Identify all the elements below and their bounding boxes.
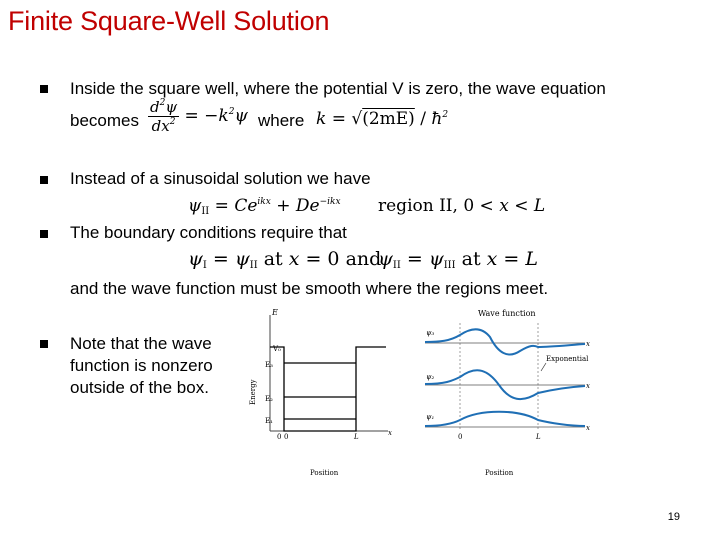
bullet-1-becomes: becomes: [70, 111, 139, 130]
page-number: 19: [667, 511, 680, 523]
bullet-marker: [40, 176, 48, 184]
x-label-3: x: [586, 340, 590, 348]
label-E3: E₃: [265, 361, 273, 369]
x-axis-title: Position: [485, 469, 514, 477]
figure-title: Wave function: [478, 309, 536, 318]
axis-label-E: E: [272, 308, 278, 317]
bullet-marker: [40, 230, 48, 238]
bullet-1-where: where: [258, 111, 305, 130]
tick-0b: 0: [284, 433, 289, 441]
bullet-1-text: Inside the square well, where the potential V is zero, the wave equation: [70, 79, 606, 98]
slide-title: Finite Square-Well Solution: [8, 6, 330, 36]
x-label-2: x: [586, 382, 590, 390]
bullet-4-text: Note that the wave function is nonzero outside of the box.: [70, 334, 213, 397]
wave-function-diagram: [410, 305, 600, 485]
bullet-2-text: Instead of a sinusoidal solution we have: [70, 169, 371, 188]
tick-0a: 0: [277, 433, 282, 441]
tick-L: L: [536, 433, 541, 441]
x-label-1: x: [586, 424, 590, 432]
label-E2: E₂: [265, 395, 273, 403]
tick-0: 0: [458, 433, 463, 441]
wave-equation: $\frac{d^2\psi}{dx^2}$ = $-k^2\psi$: [150, 98, 248, 135]
bullet-marker: [40, 85, 48, 93]
boundary-condition-L: $\psi_{II} = \psi_{III}$ at x = L: [378, 248, 538, 271]
x-axis-title: Position: [310, 469, 339, 477]
k-definition: $k = √(2mE) / ħ^2$: [316, 109, 449, 129]
label-E1: E₁: [265, 417, 273, 425]
region-2-condition: region II, 0 < x < L: [378, 196, 546, 216]
bullet-marker: [40, 340, 48, 348]
label-psi3: ψ₃: [426, 329, 435, 337]
x-axis-label: x: [388, 429, 392, 437]
label-psi1: ψ₁: [426, 413, 435, 421]
y-axis-title: Energy: [249, 379, 257, 405]
boundary-condition-0: $\psi_I = \psi_{II}$ at x = 0 and: [188, 248, 382, 271]
exponential-label: Exponential: [546, 355, 589, 363]
bullet-3-text: The boundary conditions require that: [70, 223, 347, 242]
label-psi2: ψ₂: [426, 373, 435, 381]
label-V0: V₀: [273, 345, 281, 353]
region-2-solution: $\psi_{II} = Ce^{ikx} + De^{-ikx}$: [188, 196, 341, 217]
energy-level-diagram: [240, 305, 400, 485]
bullet-3-continuation: and the wave function must be smooth where the regions meet.: [70, 279, 549, 298]
tick-L: L: [354, 433, 359, 441]
